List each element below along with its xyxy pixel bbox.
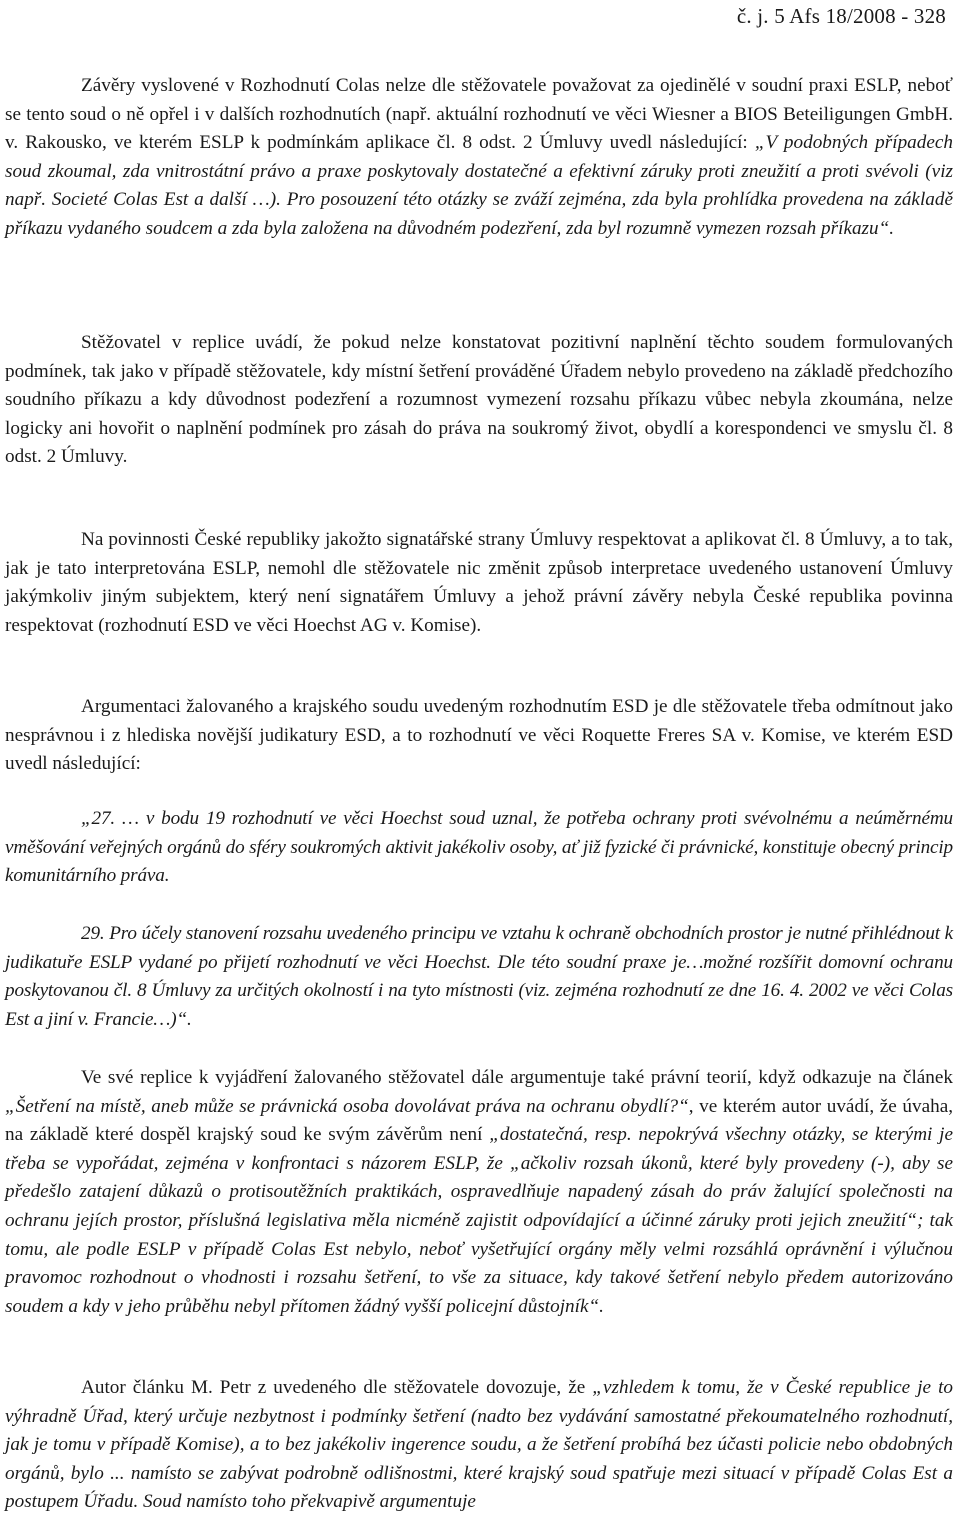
paragraph-legal-theory (5, 1064, 953, 1321)
article-title: „Šetření na místě, aneb může se právnická osoba dovolávat práva na ochranu obydlí?“ (5, 1095, 689, 1117)
paragraph-text: , ve kterém autor uvádí, že úvaha, na základě které dospěl krajský soud ke svým závěrům není (5, 1095, 954, 1146)
quoted-text: „vzhledem k tomu, že v České republice je to výhradně Úřad, který určuje nezbytnost i podmínky šetření (nadto bez vydávání samostatné překoumatelného rozhodnutí, jak je tomu v případě Komise), a to bez jakékoliv ingerence soudu, a že šetření probíhá bez účasti policie nebo obdobných orgánů, bylo ... namísto se zabývat podrobně odlišnostmi, které krajský soud spatřuje mezi situací v případě Colas Est a postupem Úřadu. Soud namísto toho překvapivě argumentuje (5, 1377, 953, 1513)
paragraph-text: Autor článku M. Petr z uvedeného dle stěžovatele dovozuje, že (81, 1377, 593, 1398)
quote-point-27: „27. … v bodu 19 rozhodnutí ve věci Hoechst soud uznal, že potřeba ochrany proti svévolnému a neúměrnému vměšování veřejných orgánů do sféry soukromých aktivit jakékoliv osoby, ať již fyzické či právnické, konstituje obecný princip komunitárního práva. (5, 808, 953, 887)
paragraph-article-author (5, 1374, 953, 1517)
quote-point-29: 29. Pro účely stanovení rozsahu uvedeného principu ve vztahu k ochraně obchodních prostor je nutné přihlédnout k judikatuře ESLP vydané po přijetí rozhodnutí ve věci Hoechst. Dle této soudní praxe je…možné rozšířit domovní ochranu poskytovanou čl. 8 Úmluvy za určitých okolností i na tyto místnosti (viz. zejména rozhodnutí ze dne 16. 4. 2002 ve věci Colas Est a jiní v. Francie…)“. (5, 923, 953, 1030)
paragraph-text: Ve své replice k vyjádření žalovaného stěžovatel dále argumentuje také právní teorií, když odkazuje na článek (81, 1067, 953, 1088)
quoted-text: „dostatečná, resp. nepokrývá všechny otázky, se kterými je třeba se vypořádat, zejména v konfrontaci s názorem ESLP, že „ačkoliv rozsah úkonů, které byly provedeny (-), aby se předešlo zatajení důkazů o protisoutěžních praktikách, ospravedlňuje napadený zásah do práv žalující společnosti na ochranu jejích prostor, příslušná legislativa měla nicméně zajistit odpovídající a účinné záruky proti jejich zneužití“; tak tomu, ale podle ESLP v případě Colas Est nebylo, neboť vyšetřující orgány měly velmi rozsáhlá oprávnění i výlučnou pravomoc rozhodnout o vhodnosti i rozsahu šetření, to vše za situace, kdy takové šetření nebylo předem autorizováno soudem a kdy v jeho průběhu nebyl přítomen žádný vyšší policejní důstojník“. (5, 1124, 953, 1317)
paragraph-colas-conclusions (5, 72, 953, 244)
case-reference: č. j. 5 Afs 18/2008 - 328 (736, 4, 946, 28)
paragraph-replica: Stěžovatel v replice uvádí, že pokud nelze konstatovat pozitivní naplnění těchto soudem formulovaných podmínek, tak jako v případě stěžovatele, kdy místní šetření prováděné Úřadem nebylo provedeno na základě předchozího soudního příkazu a kdy důvodnost podezření a rozumnost vymezení rozsahu příkazu vůbec nebyla zkoumána, nelze logicky ani hovořit o naplnění podmínek pro zásah do práva na soukromý život, obydlí a korespondenci ve smyslu čl. 8 odst. 2 Úmluvy. (5, 332, 953, 468)
paragraph-obligations: Na povinnosti České republiky jakožto signatářské strany Úmluvy respektovat a aplikovat čl. 8 Úmluvy, a to tak, jak je tato interpretována ESLP, nemohl dle stěžovatele nic změnit způsob interpretace uvedeného ustanovení Úmluvy jakýmkoliv jiným subjektem, který není signatářem Úmluvy a jehož právní závěry nebyla České republika povinna respektovat (rozhodnutí ESD ve věci Hoechst AG v. Komise). (5, 529, 953, 636)
quoted-text: „V podobných případech soud zkoumal, zda vnitrostátní právo a praxe poskytovaly dostatečné a efektivní záruky proti zneužití a proti svévoli (viz např. Societé Colas Est a další …). Pro posouzení této otázky se zváží zejména, zda byla prohlídka provedena na základě příkazu vydaného soudcem a zda byla založena na důvodném podezření, zda byl rozumně vymezen rozsah příkazu“. (5, 132, 953, 239)
paragraph-argumentation: Argumentaci žalovaného a krajského soudu uvedeným rozhodnutím ESD je dle stěžovatele třeba odmítnout jako nesprávnou i z hlediska novější judikatury ESD, a to rozhodnutí ve věci Roquette Freres SA v. Komise, ve kterém ESD uvedl následující: (5, 696, 953, 775)
paragraph-text: Závěry vyslovené v Rozhodnutí Colas nelze dle stěžovatele považovat za ojedinělé v soudní praxi ESLP, neboť se tento soud o ně opřel i v dalších rozhodnutích (např. aktuální rozhodnutí ve věci Wiesner a BIOS Beteiligungen GmbH. v. Rakousko, ve kterém ESLP k podmínkám aplikace čl. 8 odst. 2 Úmluvy uvedl následující: (5, 75, 953, 154)
